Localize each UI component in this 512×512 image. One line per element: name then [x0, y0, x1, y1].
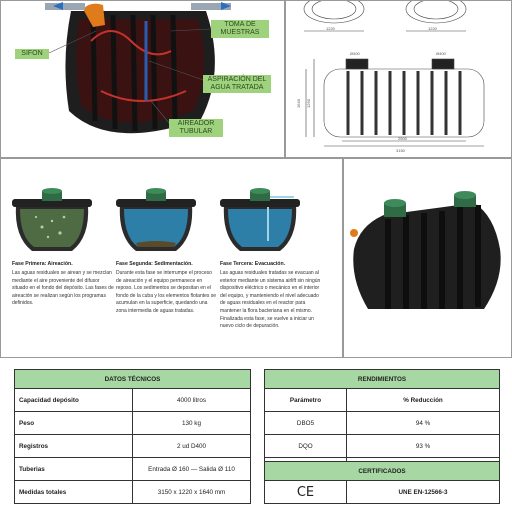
reduction-cell: 94 %: [347, 412, 500, 435]
technical-drawing-panel: [285, 0, 512, 158]
phase-3-title: Fase Tercera: Evacuación.: [220, 261, 286, 267]
technical-data-table: [14, 369, 251, 504]
phase-2-title: Fase Segunda: Sedimentación.: [116, 261, 193, 267]
row-value: Entrada Ø 160 — Salida Ø 110: [133, 458, 251, 481]
dim-total-length: 3150: [396, 148, 405, 153]
column-header-parameter: Parámetro: [265, 389, 347, 412]
certificates-header: CERTIFICADOS: [265, 462, 500, 481]
table-row: [265, 389, 500, 412]
table-row: [265, 412, 500, 435]
phase-2-tank-illustration: [116, 177, 196, 257]
dim-height-total: 1640: [295, 99, 301, 108]
phase-3-tank-illustration: [220, 177, 300, 257]
reduction-cell: 93 %: [347, 435, 500, 458]
table-row: [15, 458, 251, 481]
phase-1-tank-illustration: [12, 177, 92, 257]
callout-toma-muestras: TOMA DE MUESTRAS: [211, 20, 269, 38]
parameter-cell: DQO: [265, 435, 347, 458]
dim-top-right: 1220: [428, 26, 437, 31]
phase-aireacion: [12, 177, 117, 307]
callout-aireador: AIREADOR TUBULAR: [169, 119, 223, 137]
row-value: 130 kg: [133, 412, 251, 435]
row-label: Capacidad depósito: [15, 389, 133, 412]
callout-sifon: SIFON: [15, 49, 49, 59]
process-phases-panel: [0, 158, 343, 358]
phase-2-text: Durante esta fase se interrumpe el proceso de aireación y el equipo permanece en reposo. Los sedimentos se depositan en el fondo de la cuba y los elementos flotantes se acumulan en la superficie, quedando una zona intermedia de aguas tratadas.: [116, 270, 217, 314]
product-photo-panel: [343, 158, 512, 358]
dim-top-left: 1220: [326, 26, 335, 31]
row-label: Registros: [15, 435, 133, 458]
callout-aspiracion: ASPIRACIÓN DEL AGUA TRATADA: [203, 75, 271, 93]
certificate-norm: UNE EN-12566-3: [347, 481, 500, 504]
row-value: 4000 litros: [133, 389, 251, 412]
phase-1-title: Fase Primera: Aireación.: [12, 261, 73, 267]
row-value: 3150 x 1220 x 1640 mm: [133, 481, 251, 504]
column-header-reduction: % Reducción: [347, 389, 500, 412]
performance-header: RENDIMIENTOS: [265, 370, 500, 389]
phase-sedimentacion: [116, 177, 221, 314]
row-label: Tuberias: [15, 458, 133, 481]
phase-1-text: Las aguas residuales se airean y se mezclan mediante el aire proveniente del difusor situado en el fondo del depósito. Las fases de aireación se realizan según los programas definidos.: [12, 270, 114, 307]
row-value: 2 ud D400: [133, 435, 251, 458]
table-row: [15, 481, 251, 504]
table-row: [15, 389, 251, 412]
row-label: Medidas totales: [15, 481, 133, 504]
dim-manhole-1: Ø400: [350, 51, 360, 56]
row-label: Peso: [15, 412, 133, 435]
phase-3-text: Las aguas residuales tratadas se evacuan al exterior mediante un sistema airlift sin ningún dispositivo eléctrico o mecánico en el interior del equipo, y manteniendo el nivel adecuado de aguas residuales en el reactor para mantener la flora bacteriana en el mismo. Finalizada esta fase, se vuelve a iniciar un nuevo ciclo de depuración.: [220, 270, 321, 330]
certificates-table: [264, 461, 500, 504]
tank-technical-drawing: [286, 1, 512, 158]
table-row: [265, 435, 500, 458]
table-row: [15, 435, 251, 458]
cutaway-diagram-panel: [0, 0, 285, 158]
parameter-cell: DBO5: [265, 412, 347, 435]
table-row: [15, 412, 251, 435]
phase-evacuacion: [220, 177, 325, 330]
dim-manhole-2: Ø400: [436, 51, 446, 56]
table-row: [265, 481, 500, 504]
technical-data-header: DATOS TÉCNICOS: [15, 370, 251, 389]
tank-product-photo: [344, 159, 512, 358]
dim-inner-length: 2500: [398, 136, 407, 141]
ce-mark: CE: [265, 481, 347, 504]
dim-height-body: 1290: [305, 99, 311, 108]
